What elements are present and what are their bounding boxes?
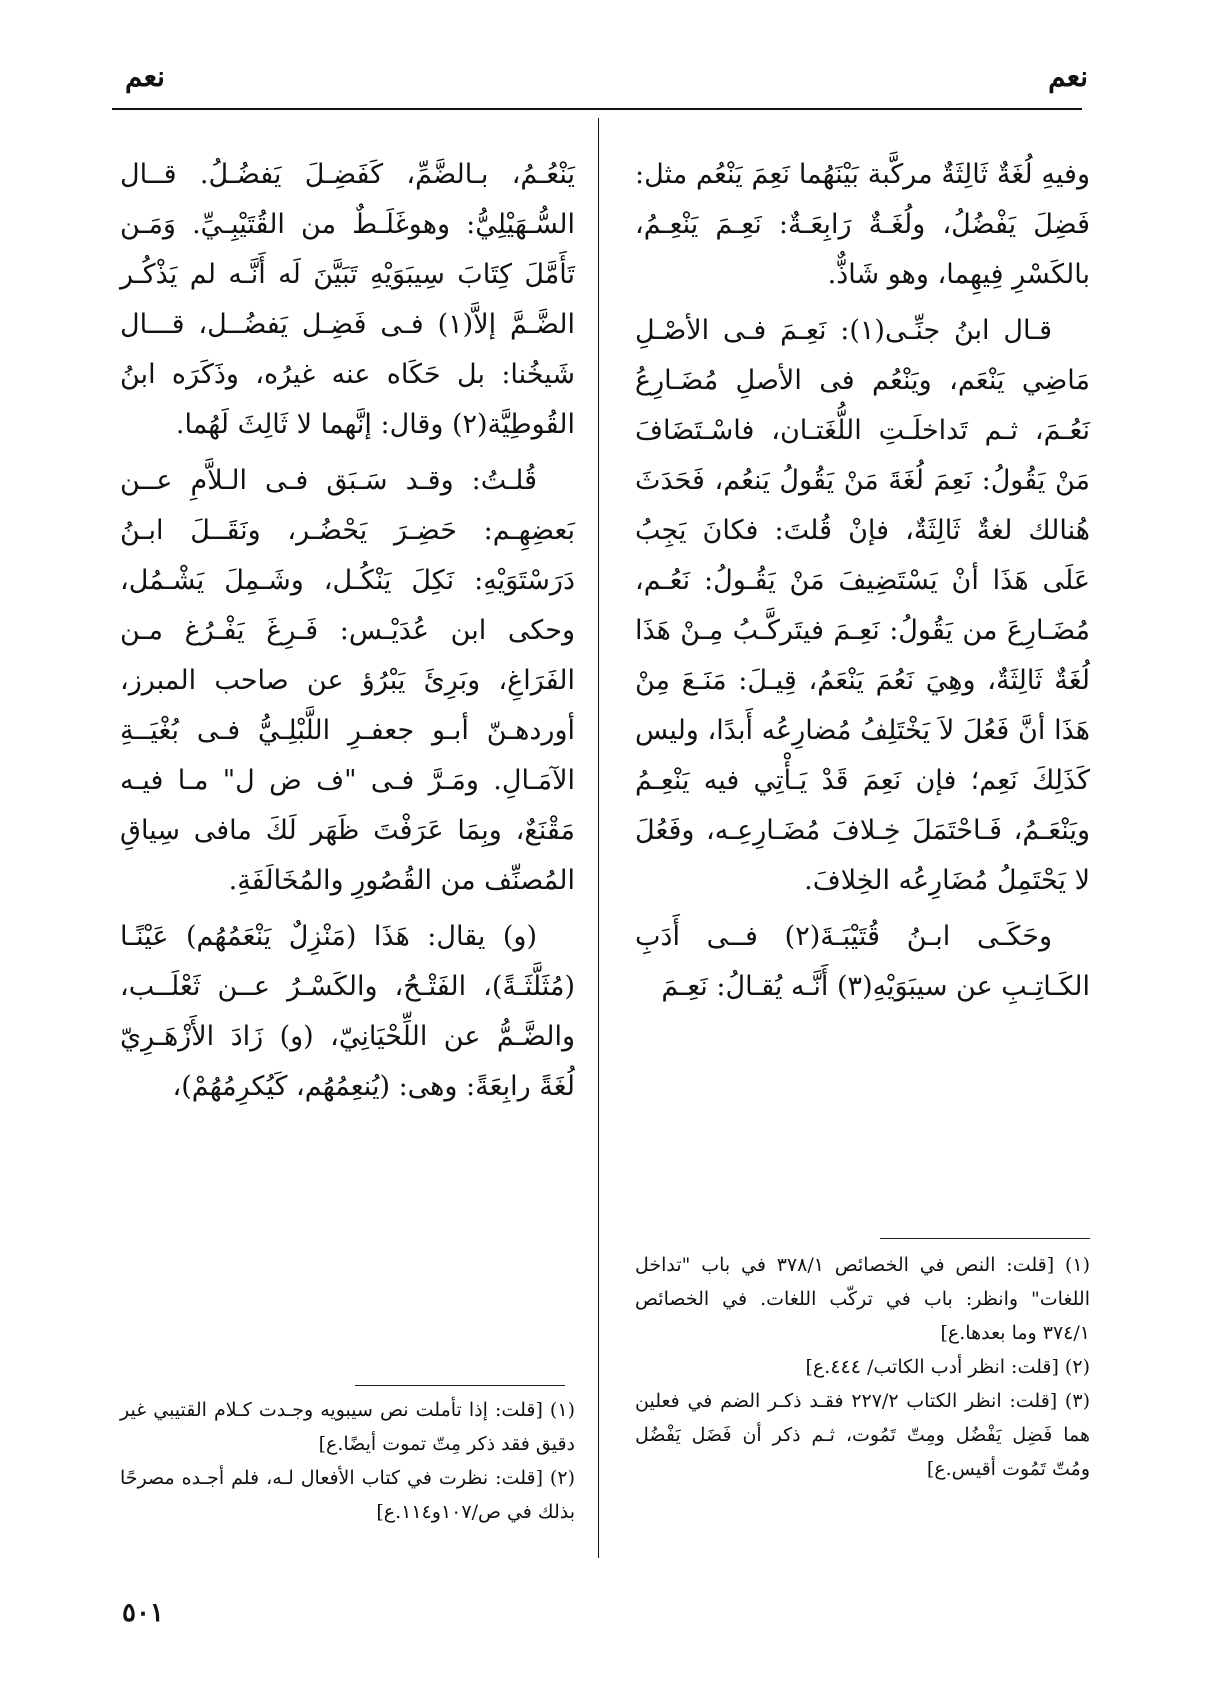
header-rule [112, 108, 1082, 110]
paragraph: قُلـتُ: وقـد سَـبَق فـى الـلاَّمِ عــن بَعضِهِـم: حَضِـرَ يَحْضُـر، ونَقَــلَ ابـنُ دَرَسْتَوَيْهِ: نَكِلَ يَنْكُـل، وشَـمِلَ يَشْـمُل، وحكى ابن عُدَيْـس: فَـرِغَ يَفْـرُغ مـن الفَرَاغِ، وبَرِئَ يَبْرُؤ عن صاحب المبرز، أوردهـنّ أبـو جعفـرِ اللَّبْلِـيُّ فـى بُغْيَــةِ الآمَـالِ. ومَـرَّ فـى "ف ض ل" مـا فيـه مَقْنَعٌ، وبِمَا عَرَفْتَ ظَهَر لَكَ مافى سِياقِ المُصنِّف من القُصُورِ والمُخَالَفَةِ. [120, 465, 575, 896]
footnote: (٢) [قلت: انظر أدب الكاتب/ ٤٤٤.ع] [805, 1356, 1090, 1378]
footnote: (١) [قلت: إذا تأملت نص سيبويه وجـدت كـلام القتيبي غير دقيق فقد ذكر مِتّ تموت أيضًا.ع] [120, 1399, 575, 1455]
running-header-right: نعم [1048, 60, 1088, 93]
paragraph: قـال ابنُ جنِّـى(١): نَعِـمَ فـى الأصْـلِ مَاضِي يَنْعَم، ويَنْعُم فى الأصلِ مُضَـارِعُ نَعُـمَ، ثـم تَداخلَـتِ اللُّغَتـان، فاسْـتَضَافَ مَنْ يَقُولُ: نَعِمَ لُغَةَ مَنْ يَقُولُ يَنعُم، فَحَدَثَ هُنالك لغةٌ ثَالِثَةٌ، فإنْ قُلتَ: فكانَ يَجِبُ عَلَى هَذَا أنْ يَسْتَضِيفَ مَنْ يَقُـولُ: نَعُـم، مُضَـارِعَ من يَقُولُ: نَعِـمَ فيتَركَّـبُ مِـنْ هَذَا لُغَةٌ ثَالِثَةٌ، وهِيَ نَعُمَ يَنْعَمُ، قِيـلَ: مَنَـعَ مِنْ هَذَا أنَّ فَعُلَ لاَ يَخْتَلِفُ مُضارِعُه أَبدًا، وليس كَذَلِكَ نَعِم؛ فإن نَعِمَ قَدْ يَـأْتِي فيه يَنْعِـمُ ويَنْعَـمُ، فَـاحْتَمَلَ خِـلافَ مُضَـارِعِـه، وفَعُلَ لا يَحْتَمِلُ مُضَارِعُه الخِلافَ. [635, 315, 1090, 896]
left-column [120, 150, 575, 1112]
footnote: (١) [قلت: النص في الخصائص ٣٧٨/١ في باب "تداخل اللغات" وانظر: باب في تركّب اللغات. في الخصائص ٣٧٤/١ وما بعدها.ع] [635, 1254, 1090, 1344]
footnotes-right [635, 1248, 1090, 1486]
footnote-rule-left [355, 1385, 565, 1386]
paragraph: (و) يقال: هَذَا (مَنْزِلٌ يَنْعَمُهُم) عَيْنًـا (مُثَلَّثَـةً)، الفَتْـحُ، والكَسْـرُ عــن ثَعْلَــب، والضَّـمُّ عن اللِّحْيَانِيّ، (و) زَادَ الأَزْهَـرِيّ لُغَةً رابِعَةً: وهى: (يُنعِمُهُم، كَيُكرِمُهُمْ)، [120, 921, 575, 1102]
page-number: ٥٠١ [122, 1598, 164, 1628]
paragraph: وفيهِ لُغَةٌ ثَالِثَةٌ مركَّبة بَيْنَهُما نَعِمَ يَنْعُم مثل: فَضِلَ يَفْضُلُ، ولُغَـةٌ رَابِعَـةٌ: نَعِـمَ يَنْعِـمُ، بالكَسْرِ فِيهِما، وهو شَاذٌّ. [635, 159, 1090, 290]
paragraph: يَنْعُـمُ، بـالضَّمِّ، كَفَضِـلَ يَفضُـلُ. قــال السُّـهَيْلِيُّ: وهوغَلَـطٌ من القُتَيْبِـيِّ. وَمَـن تَأَمَّلَ كِتَابَ سِيبَوَيْهِ تَبَيَّنَ لَه أَنَّـه لم يَذْكُـر الضَّـمَّ إلاَّ(١) فـى فَضِـل يَفضُــل، قـــال شَيخُنا: بل حَكَاه عنه غيرُه، وذَكَرَه ابنُ القُوطِيَّة(٢) وقال: إنَّهما لا ثَالِثَ لَهُما. [120, 159, 575, 440]
right-column [635, 150, 1090, 1012]
running-header-left: نعم [125, 60, 165, 93]
footnote: (٢) [قلت: نظرت في كتاب الأفعال لـه، فلم أجـده مصرحًا بذلك في ص/١٠٧و١١٤.ع] [120, 1467, 575, 1523]
footnote-rule-right [880, 1238, 1090, 1239]
footnote: (٣) [قلت: انظر الكتاب ٢٢٧/٢ فقـد ذكـر الضم في فعلين هما فَضِل يَفْضُل ومِتّ تَمُوت، ثـم ذكر أن فَضَل يَفْضُل ومُتّ تَمُوت أقيس.ع] [635, 1390, 1090, 1480]
paragraph: وحَكَـى ابـنُ قُتَيْبَـةَ(٢) فــى أَدَبِ الكَـاتِـبِ عن سيبَوَيْهِ(٣) أَنَّـه يُقـالُ: نَعِـمَ [635, 921, 1090, 1002]
footnotes-left [120, 1393, 575, 1529]
column-divider [598, 118, 599, 1558]
